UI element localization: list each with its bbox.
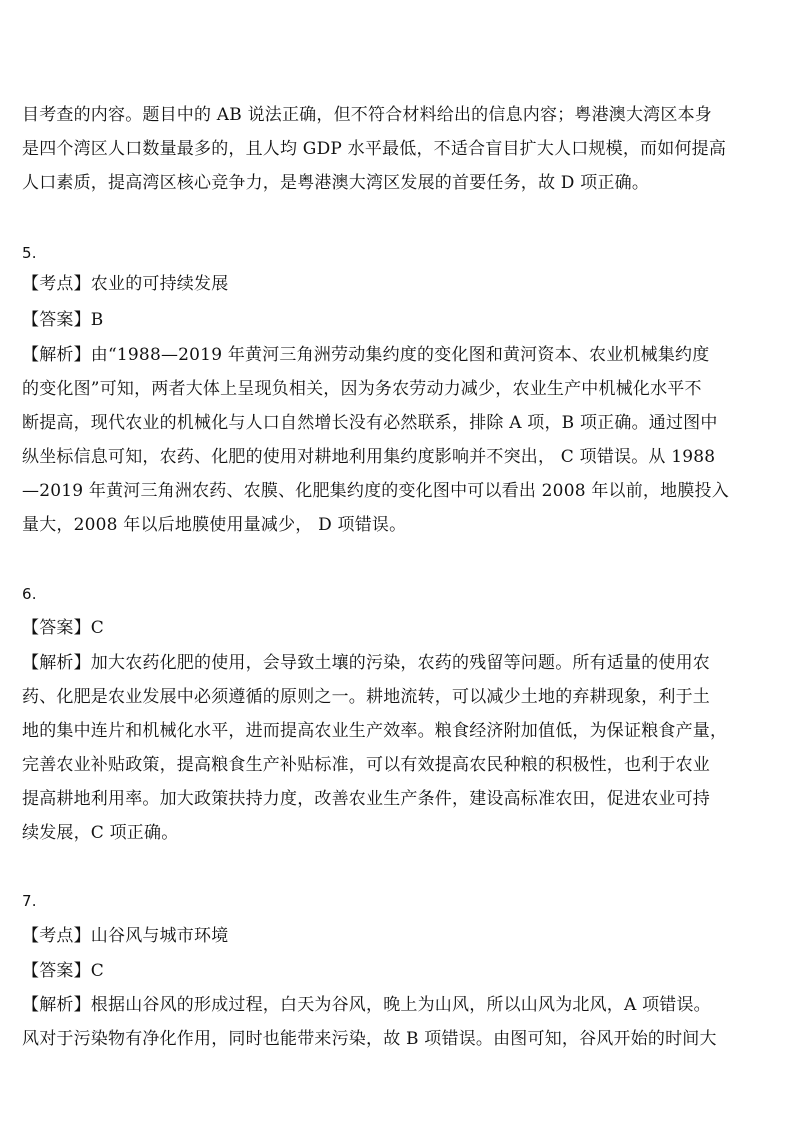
question-7-answer: 【答案】C bbox=[22, 961, 105, 981]
question-5-analysis-line-6: 量大，2008 年以后地膜使用量减少， D 项错误。 bbox=[22, 515, 407, 535]
question-7-analysis-line-2: 风对于污染物有净化作用，同时也能带来污染，故 B 项错误。由图可知，谷风开始的时间大 bbox=[22, 1029, 717, 1049]
question-7-number: 7. bbox=[22, 892, 37, 910]
question-6-analysis-line-5: 提高耕地利用率。加大政策扶持力度，改善农业生产条件，建设高标准农田，促进农业可持 bbox=[22, 789, 710, 809]
question-5-analysis-line-4: 纵坐标信息可知，农药、化肥的使用对耕地利用集约度影响并不突出， C 项错误。从 1988 bbox=[22, 447, 716, 467]
question-6-analysis-line-4: 完善农业补贴政策，提高粮食生产补贴标准，可以有效提高农民种粮的积极性，也利于农业 bbox=[22, 755, 710, 775]
question-5-number: 5. bbox=[22, 244, 37, 262]
intro-line-3: 人口素质，提高湾区核心竞争力，是粤港澳大湾区发展的首要任务，故 D 项正确。 bbox=[22, 173, 650, 193]
question-6-number: 6. bbox=[22, 585, 37, 603]
question-7-topic: 【考点】山谷风与城市环境 bbox=[22, 926, 229, 946]
question-5-analysis-line-5: —2019 年黄河三角洲农药、农膜、化肥集约度的变化图中可以看出 2008 年以前，地膜投入 bbox=[22, 481, 729, 501]
intro-line-1: 目考查的内容。题目中的 AB 说法正确，但不符合材料给出的信息内容；粤港澳大湾区本身 bbox=[22, 105, 712, 125]
question-7-analysis-line-1: 【解析】根据山谷风的形成过程，白天为谷风，晚上为山风，所以山风为北风，A 项错误。 bbox=[22, 995, 711, 1015]
question-6-analysis-line-3: 地的集中连片和机械化水平，进而提高农业生产效率。粮食经济附加值低，为保证粮食产量， bbox=[22, 721, 728, 741]
question-5-topic: 【考点】农业的可持续发展 bbox=[22, 274, 229, 294]
question-6-analysis-line-6: 续发展，C 项正确。 bbox=[22, 823, 179, 843]
question-5-analysis-line-1: 【解析】由“1988—2019 年黄河三角洲劳动集约度的变化图和黄河资本、农业机械集约度 bbox=[22, 345, 710, 365]
question-5-analysis-line-2: 的变化图”可知，两者大体上呈现负相关，因为务农劳动力减少，农业生产中机械化水平不 bbox=[22, 379, 702, 399]
intro-line-2: 是四个湾区人口数量最多的，且人均 GDP 水平最低，不适合盲目扩大人口规模，而如何提高 bbox=[22, 139, 727, 159]
question-5-analysis-line-3: 断提高，现代农业的机械化与人口自然增长没有必然联系，排除 A 项，B 项正确。通过图中 bbox=[22, 413, 718, 433]
question-6-analysis-line-2: 药、化肥是农业发展中必须遵循的原则之一。耕地流转，可以减少土地的弃耕现象，利于土 bbox=[22, 687, 710, 707]
question-6-answer: 【答案】C bbox=[22, 618, 105, 638]
question-5-answer: 【答案】B bbox=[22, 310, 104, 330]
question-6-analysis-line-1: 【解析】加大农药化肥的使用，会导致土壤的污染，农药的残留等问题。所有适量的使用农 bbox=[22, 653, 710, 673]
